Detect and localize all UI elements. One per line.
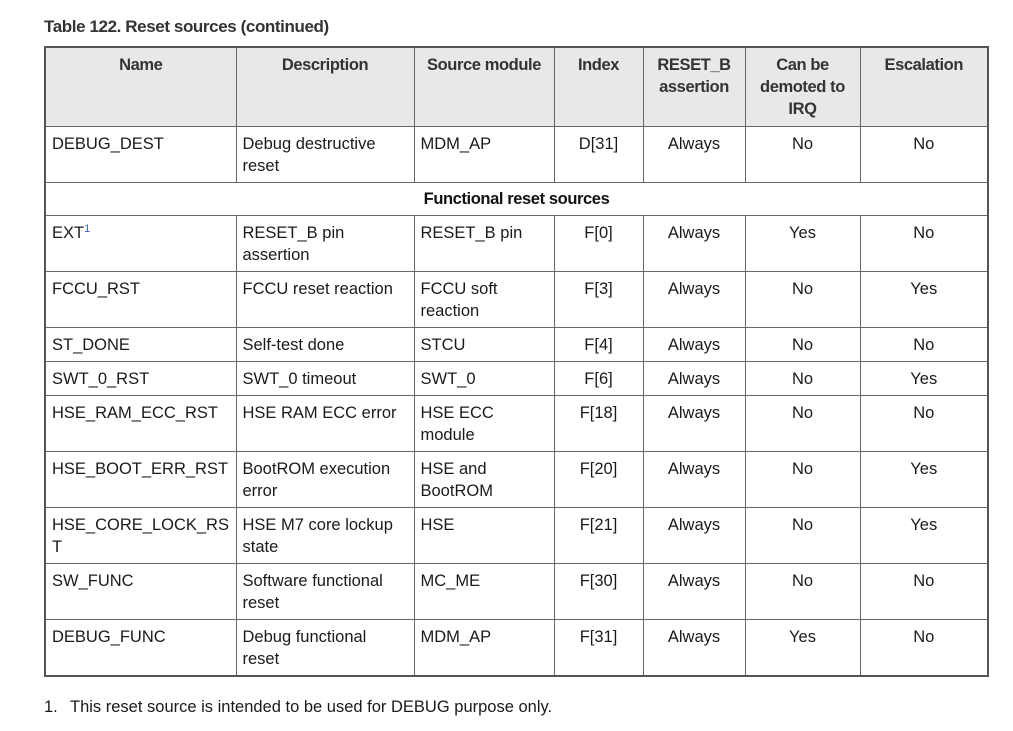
cell-index: F[31] [554,620,643,677]
cell-escalation: No [860,328,988,362]
cell-description: SWT_0 timeout [236,362,414,396]
cell-description: BootROM execution error [236,452,414,508]
table-row [45,508,988,564]
table-row [45,272,988,328]
cell-index: F[0] [554,216,643,272]
cell-index: F[3] [554,272,643,328]
cell-index: F[20] [554,452,643,508]
cell-name: HSE_RAM_ECC_RST [45,396,236,452]
cell-module: HSE ECC module [414,396,554,452]
cell-description: HSE M7 core lockup state [236,508,414,564]
cell-name: HSE_CORE_LOCK_RST [45,508,236,564]
cell-escalation: Yes [860,452,988,508]
cell-description: Software functional reset [236,564,414,620]
table-row [45,216,988,272]
cell-demote: Yes [745,620,860,677]
cell-escalation: No [860,216,988,272]
table-row [45,620,988,677]
cell-escalation: No [860,396,988,452]
cell-reset-b: Always [643,216,745,272]
cell-module: HSE and BootROM [414,452,554,508]
cell-module: MDM_AP [414,620,554,677]
cell-escalation: Yes [860,508,988,564]
col-header-source-module: Source module [414,47,554,127]
col-header-demote-irq: Can be demoted to IRQ [745,47,860,127]
cell-escalation: Yes [860,272,988,328]
footnote [44,698,552,717]
col-header-index: Index [554,47,643,127]
cell-description: RESET_B pin assertion [236,216,414,272]
cell-name: EXT$^1$ [45,216,236,272]
cell-index: D[31] [554,127,643,183]
cell-name: HSE_BOOT_ERR_RST [45,452,236,508]
cell-demote: No [745,328,860,362]
cell-demote: No [745,127,860,183]
cell-name: FCCU_RST [45,272,236,328]
cell-description: Debug functional reset [236,620,414,677]
cell-name: DEBUG_FUNC [45,620,236,677]
table-row [45,127,988,183]
cell-index: F[30] [554,564,643,620]
cell-demote: No [745,508,860,564]
table-row [45,328,988,362]
footnote-text: This reset source is intended to be used for DEBUG purpose only. [70,698,553,716]
table-header-row [45,47,988,127]
section-label: Functional reset sources [45,183,988,216]
cell-module: STCU [414,328,554,362]
table-caption: Table 122. Reset sources (continued) [44,17,329,36]
cell-reset-b: Always [643,564,745,620]
cell-index: F[6] [554,362,643,396]
cell-reset-b: Always [643,620,745,677]
col-header-escalation: Escalation [860,47,988,127]
cell-demote: No [745,452,860,508]
cell-module: RESET_B pin [414,216,554,272]
cell-description: FCCU reset reaction [236,272,414,328]
cell-escalation: No [860,564,988,620]
table-row [45,564,988,620]
cell-module: FCCU soft reaction [414,272,554,328]
cell-demote: Yes [745,216,860,272]
cell-demote: No [745,272,860,328]
cell-reset-b: Always [643,452,745,508]
reset-sources-table [44,46,989,677]
cell-module: MDM_AP [414,127,554,183]
cell-name: DEBUG_DEST [45,127,236,183]
footnote-number: 1. [44,698,58,716]
cell-index: F[21] [554,508,643,564]
cell-reset-b: Always [643,127,745,183]
col-header-description: Description [236,47,414,127]
section-row [45,183,988,216]
cell-demote: No [745,362,860,396]
cell-demote: No [745,564,860,620]
cell-reset-b: Always [643,508,745,564]
cell-description: Self-test done [236,328,414,362]
table-row [45,362,988,396]
table-row [45,396,988,452]
cell-reset-b: Always [643,396,745,452]
cell-module: SWT_0 [414,362,554,396]
cell-module: MC_ME [414,564,554,620]
cell-escalation: No [860,620,988,677]
cell-reset-b: Always [643,362,745,396]
cell-demote: No [745,396,860,452]
cell-reset-b: Always [643,272,745,328]
cell-reset-b: Always [643,328,745,362]
cell-escalation: No [860,127,988,183]
table-row [45,452,988,508]
col-header-reset-b-assertion: RESET_B assertion [643,47,745,127]
cell-name: SW_FUNC [45,564,236,620]
cell-escalation: Yes [860,362,988,396]
cell-name: SWT_0_RST [45,362,236,396]
cell-index: F[18] [554,396,643,452]
cell-description: Debug destructive reset [236,127,414,183]
cell-name: ST_DONE [45,328,236,362]
cell-index: F[4] [554,328,643,362]
col-header-name: Name [45,47,236,127]
footnote-ref-link[interactable]: 1 [84,223,91,235]
cell-module: HSE [414,508,554,564]
cell-description: HSE RAM ECC error [236,396,414,452]
